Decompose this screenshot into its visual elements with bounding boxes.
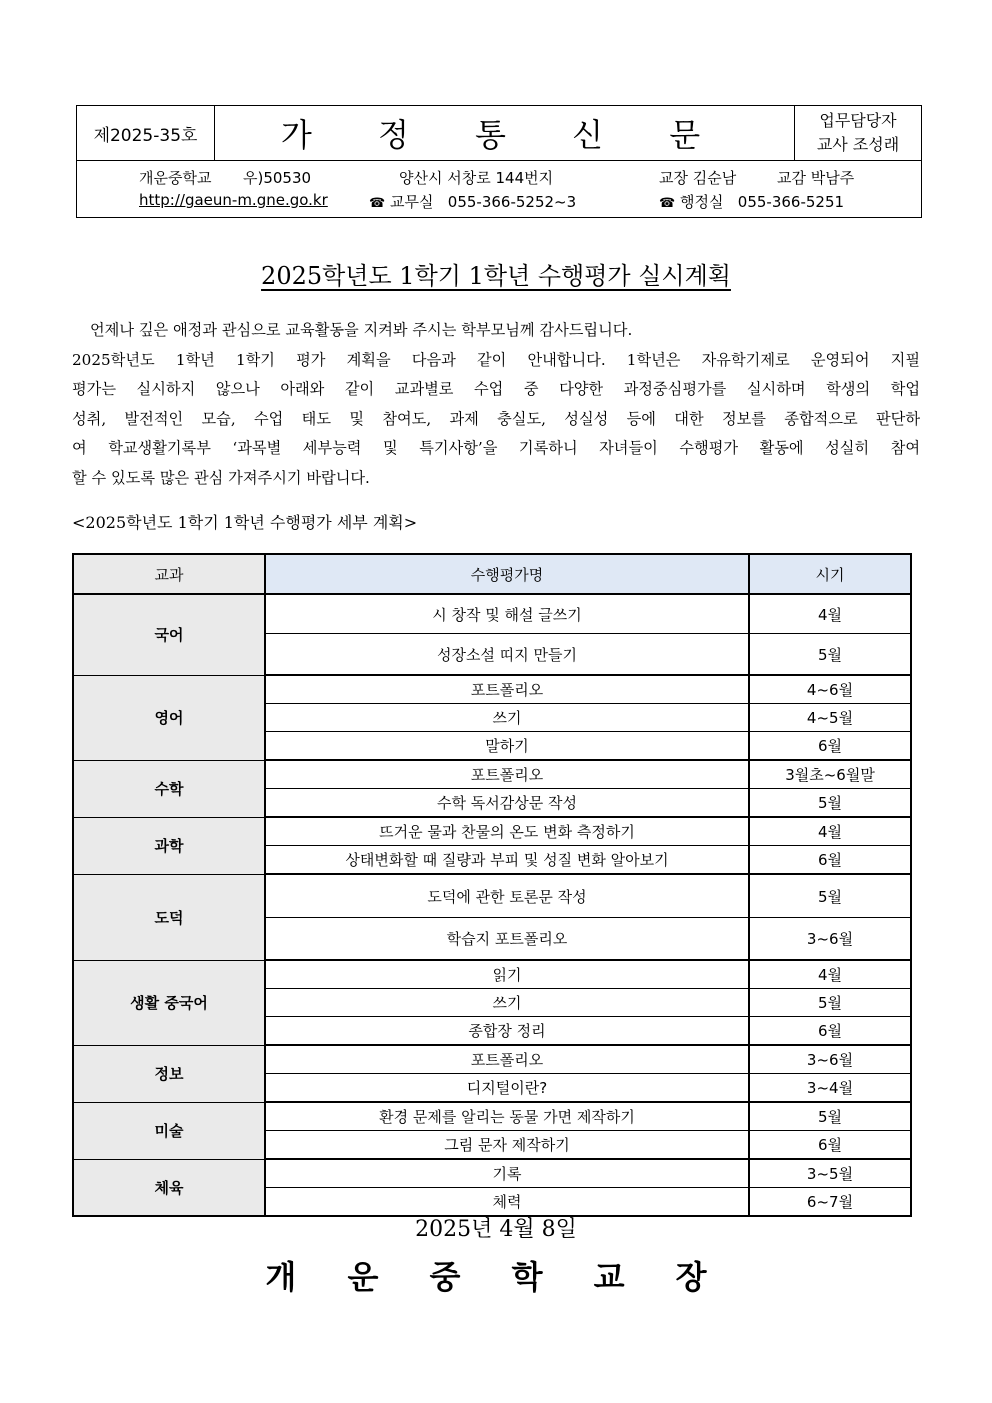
assessment-name-cell: 시 창작 및 해설 글쓰기 xyxy=(265,594,749,634)
subject-cell: 수학 xyxy=(73,760,265,817)
table-row xyxy=(73,594,911,634)
intro-line: 성취, 발전적인 모습, 수업 태도 및 참여도, 과제 충실도, 성실성 등에 대한 정보를 종합적으로 판단하 xyxy=(72,409,920,428)
assessment-plan-table xyxy=(72,553,912,1217)
assessment-name-cell: 말하기 xyxy=(265,732,749,761)
intro-paragraph xyxy=(72,316,920,493)
period-cell: 3~4월 xyxy=(749,1074,911,1103)
period-cell: 6~7월 xyxy=(749,1188,911,1217)
assessment-name-cell: 상태변화할 때 질량과 부피 및 성질 변화 알아보기 xyxy=(265,846,749,875)
assessment-name-cell: 그림 문자 제작하기 xyxy=(265,1131,749,1160)
period-cell: 5월 xyxy=(749,789,911,818)
assessment-name-cell: 읽기 xyxy=(265,960,749,989)
table-row xyxy=(73,760,911,789)
phone-icon: ☎ xyxy=(659,196,676,211)
table-row xyxy=(73,817,911,846)
assessment-name-cell: 도덕에 관한 토론문 작성 xyxy=(265,874,749,918)
period-cell: 3~5월 xyxy=(749,1159,911,1188)
table-row xyxy=(73,874,911,918)
table-row xyxy=(73,1102,911,1131)
manager-role: 업무담당자 xyxy=(819,111,897,130)
subject-cell: 체육 xyxy=(73,1159,265,1216)
assessment-name-cell: 쓰기 xyxy=(265,989,749,1017)
school-address: 양산시 서창로 144번지 xyxy=(399,169,554,187)
period-cell: 5월 xyxy=(749,874,911,918)
period-cell: 4~5월 xyxy=(749,704,911,732)
subject-cell: 도덕 xyxy=(73,874,265,960)
assessment-name-cell: 수학 독서감상문 작성 xyxy=(265,789,749,818)
subject-cell: 과학 xyxy=(73,817,265,874)
principal-signature: 개 운 중 학 교 장 xyxy=(265,1258,727,1296)
principal: 교장 김순남 xyxy=(659,169,737,187)
assessment-name-cell: 성장소설 띠지 만들기 xyxy=(265,634,749,676)
header-assessment: 수행평가명 xyxy=(265,554,749,594)
table-row xyxy=(73,960,911,989)
document-title: 2025학년도 1학기 1학년 수행평가 실시계획 xyxy=(261,262,731,290)
subject-cell: 생활 중국어 xyxy=(73,960,265,1045)
assessment-name-cell: 환경 문제를 알리는 동물 가면 제작하기 xyxy=(265,1102,749,1131)
table-row xyxy=(73,675,911,704)
period-cell: 5월 xyxy=(749,634,911,676)
admin-contact xyxy=(659,191,844,212)
subject-cell: 영어 xyxy=(73,675,265,760)
admin-phone: 055-366-5251 xyxy=(737,193,845,211)
website-link[interactable]: http://gaeun-m.gne.go.kr xyxy=(139,191,328,209)
section-heading: <2025학년도 1학기 1학년 수행평가 세부 계획> xyxy=(72,513,418,532)
admin-label: 행정실 xyxy=(679,193,724,211)
manager-box xyxy=(795,106,922,161)
school-name: 개운중학교 xyxy=(139,169,212,187)
period-cell: 4월 xyxy=(749,594,911,634)
intro-line: 2025학년도 1학년 1학기 평가 계획을 다음과 같이 안내합니다. 1학년은 자유학기제로 운영되어 지필 xyxy=(72,350,920,369)
period-cell: 3~6월 xyxy=(749,918,911,961)
subject-cell: 미술 xyxy=(73,1102,265,1159)
assessment-name-cell: 디지털이란? xyxy=(265,1074,749,1103)
assessment-name-cell: 포트폴리오 xyxy=(265,675,749,704)
office-label: 교무실 xyxy=(389,193,434,211)
header-subject: 교과 xyxy=(73,554,265,594)
assessment-name-cell: 학습지 포트폴리오 xyxy=(265,918,749,961)
issue-date: 2025년 4월 8일 xyxy=(415,1217,577,1242)
period-cell: 4~6월 xyxy=(749,675,911,704)
manager-name: 교사 조성래 xyxy=(816,135,900,154)
office-phone: 055-366-5252~3 xyxy=(447,193,577,211)
period-cell: 3~6월 xyxy=(749,1045,911,1074)
assessment-name-cell: 포트폴리오 xyxy=(265,760,749,789)
header-period: 시기 xyxy=(749,554,911,594)
assessment-name-cell: 체력 xyxy=(265,1188,749,1217)
intro-line: 할 수 있도록 많은 관심 가져주시기 바랍니다. xyxy=(72,468,370,487)
subject-cell: 국어 xyxy=(73,594,265,675)
assessment-name-cell: 종합장 정리 xyxy=(265,1017,749,1046)
period-cell: 4월 xyxy=(749,960,911,989)
phone-icon: ☎ xyxy=(369,196,386,211)
period-cell: 4월 xyxy=(749,817,911,846)
intro-line: 평가는 실시하지 않으나 아래와 같이 교과별로 수업 중 다양한 과정중심평가를 실시하며 학생의 학업 xyxy=(72,380,920,398)
intro-line: 언제나 깊은 애정과 관심으로 교육활동을 지켜봐 주시는 학부모님께 감사드립니다. xyxy=(90,321,633,339)
table-row xyxy=(73,1045,911,1074)
letter-header xyxy=(76,105,922,218)
office-contact xyxy=(369,191,576,212)
intro-line: 여 학교생활기록부 ‘과목별 세부능력 및 특기사항’을 기록하니 자녀들이 수행평가 활동에 성실히 참여 xyxy=(72,439,920,457)
table-row xyxy=(73,1159,911,1188)
vice-principal: 교감 박남주 xyxy=(777,169,855,187)
school-info xyxy=(77,161,922,218)
period-cell: 6월 xyxy=(749,732,911,761)
period-cell: 6월 xyxy=(749,1017,911,1046)
period-cell: 6월 xyxy=(749,846,911,875)
postal-code: 우)50530 xyxy=(243,169,312,187)
assessment-name-cell: 포트폴리오 xyxy=(265,1045,749,1074)
issue-number: 제2025-35호 xyxy=(77,106,215,161)
period-cell: 5월 xyxy=(749,989,911,1017)
assessment-name-cell: 뜨거운 물과 찬물의 온도 변화 측정하기 xyxy=(265,817,749,846)
period-cell: 3월초~6월말 xyxy=(749,760,911,789)
assessment-name-cell: 쓰기 xyxy=(265,704,749,732)
period-cell: 5월 xyxy=(749,1102,911,1131)
letter-title: 가 정 통 신 문 xyxy=(215,106,795,161)
assessment-name-cell: 기록 xyxy=(265,1159,749,1188)
period-cell: 6월 xyxy=(749,1131,911,1160)
subject-cell: 정보 xyxy=(73,1045,265,1102)
